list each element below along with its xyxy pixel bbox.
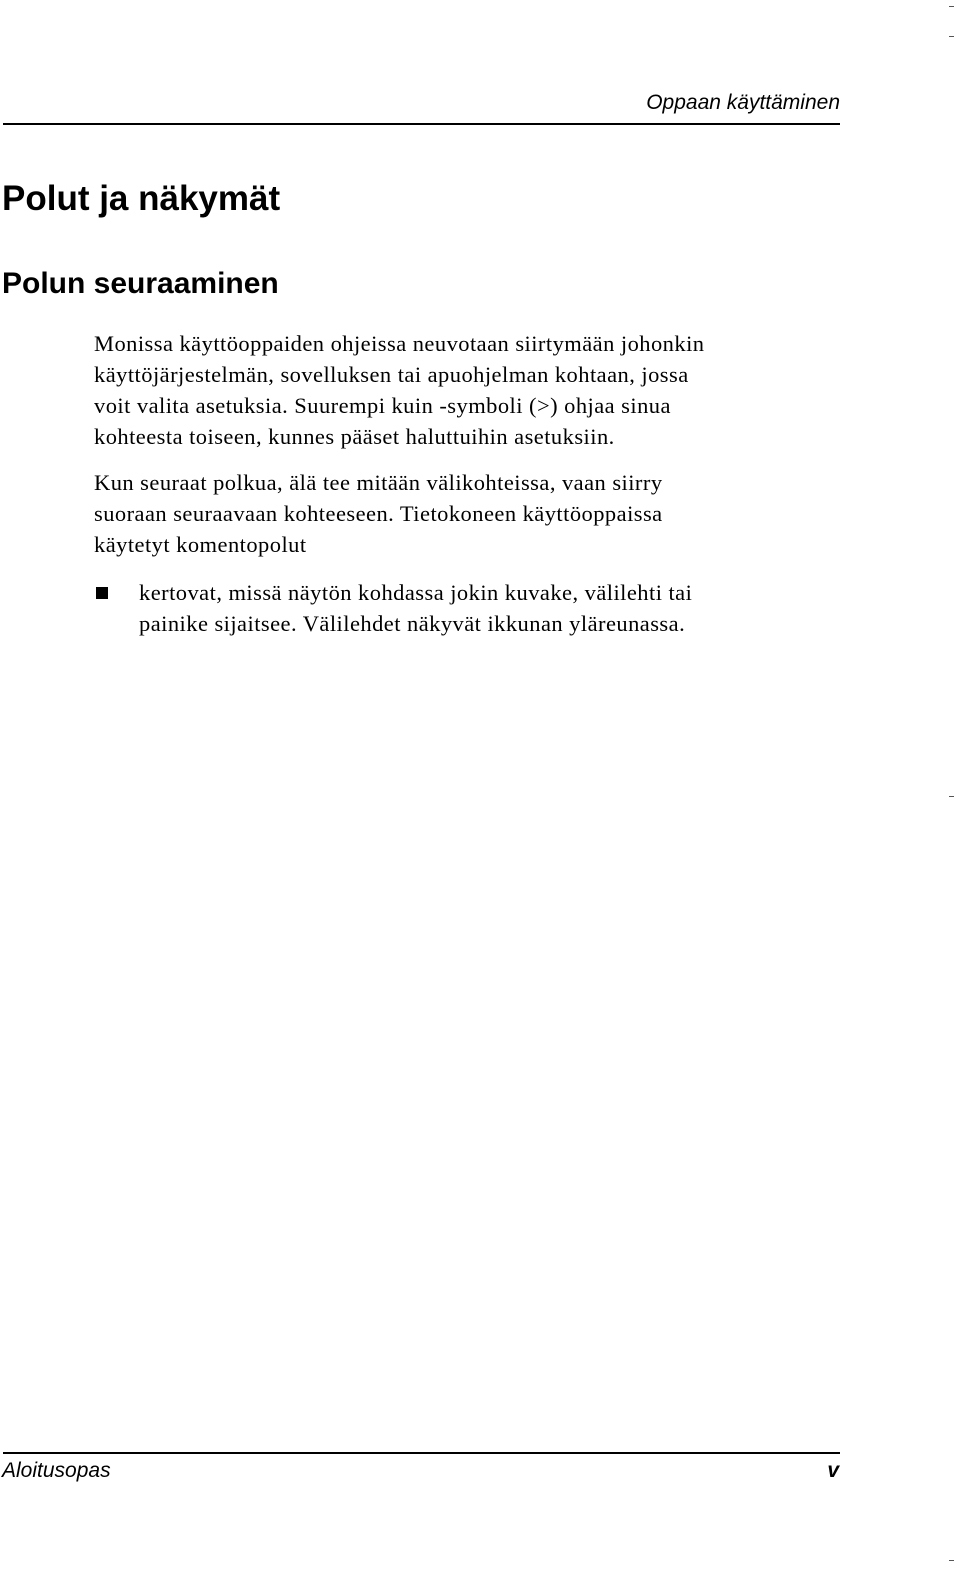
crop-mark [949,6,954,7]
page-number: v [827,1459,839,1482]
footer-book-title: Aloitusopas [2,1459,111,1482]
square-bullet-icon [96,587,108,599]
page-title: Polut ja näkymät [2,179,281,218]
running-header: Oppaan käyttäminen [646,91,840,114]
section-heading: Polun seuraaminen [2,267,279,300]
header-divider [3,123,840,125]
footer-divider [3,1452,840,1454]
body-paragraph-2: Kun seuraat polkua, älä tee mitään välikohteissa, vaan siirry suoraan seuraavaan kohteeseen. Tietokoneen käyttöoppaissa käytetyt komentopolut [94,470,663,557]
crop-mark [949,36,954,37]
crop-mark [949,1560,954,1561]
body-paragraph-1: Monissa käyttöoppaiden ohjeissa neuvotaan siirtymään johonkin käyttöjärjestelmän, sovelluksen tai apuohjelman kohtaan, jossa voit valita asetuksia. Suurempi kuin -symboli (>) ohjaa sinua kohteesta toiseen, kunnes pääset haluttuihin asetuksiin. [94,331,705,449]
crop-mark [949,796,954,797]
list-item-text: kertovat, missä näytön kohdassa jokin kuvake, välilehti tai painike sijaitsee. Välilehdet näkyvät ikkunan yläreunassa. [139,580,693,636]
